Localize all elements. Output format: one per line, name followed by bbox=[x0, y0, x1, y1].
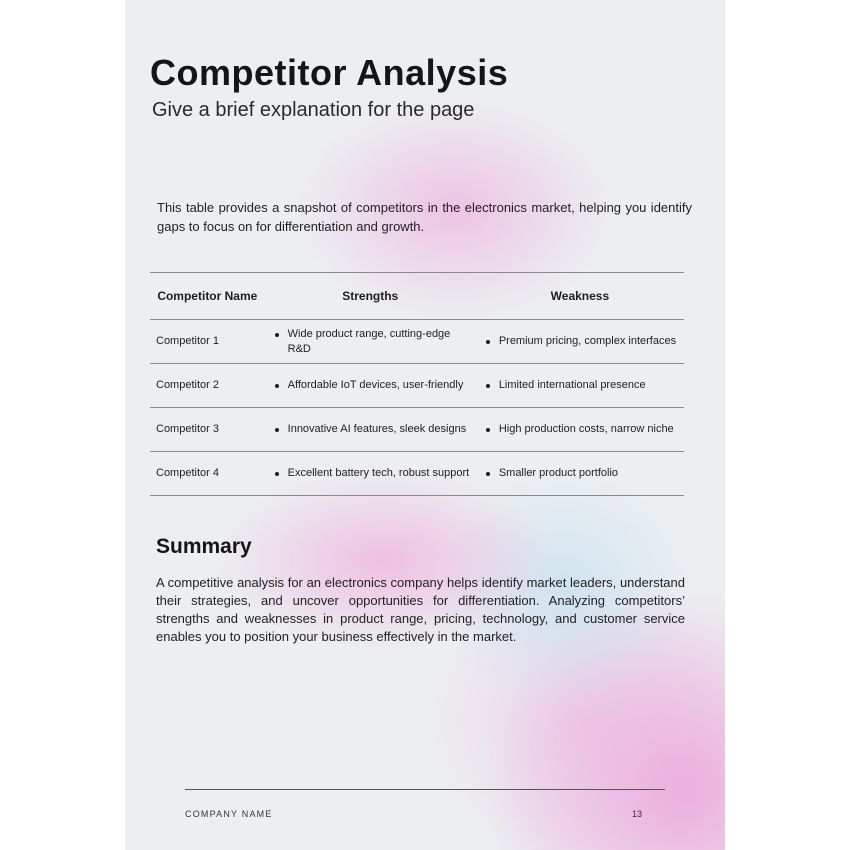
strength-text: Affordable IoT devices, user-friendly bbox=[287, 379, 464, 391]
document-page bbox=[125, 0, 725, 850]
header-strengths: Strengths bbox=[265, 273, 476, 320]
intro-paragraph: This table provides a snapshot of competitors in the electronics market, helping you identify gaps to focus on for differentiation and growth. bbox=[157, 200, 692, 234]
bullet-icon bbox=[486, 472, 490, 476]
footer-page-number: 13 bbox=[632, 809, 643, 819]
header-weakness: Weakness bbox=[476, 273, 684, 320]
weakness-text: High production costs, narrow niche bbox=[498, 423, 674, 435]
strength-cell bbox=[265, 364, 476, 408]
summary-paragraph: A competitive analysis for an electronics company helps identify market leaders, understand their strategies, and uncover opportunities for differentiation. Analyzing competitors’ strengths and weaknesses in product range, pricing, technology, and customer service enables you to position your business effectively in the market. bbox=[156, 575, 685, 644]
table-row bbox=[150, 452, 684, 496]
header-competitor-name: Competitor Name bbox=[150, 273, 265, 320]
strength-cell bbox=[265, 408, 476, 452]
bullet-icon bbox=[275, 384, 279, 388]
table-row bbox=[150, 320, 684, 364]
strength-cell bbox=[265, 320, 476, 364]
table-row bbox=[150, 408, 684, 452]
bullet-icon bbox=[486, 428, 490, 432]
strength-cell bbox=[265, 452, 476, 496]
competitor-name: Competitor 4 bbox=[150, 452, 265, 496]
weakness-cell bbox=[476, 364, 684, 408]
competitor-name: Competitor 2 bbox=[150, 364, 265, 408]
footer-divider bbox=[185, 789, 665, 790]
bullet-icon bbox=[275, 472, 279, 476]
weakness-cell bbox=[476, 408, 684, 452]
weakness-cell bbox=[476, 320, 684, 364]
strength-text: Wide product range, cutting-edge R&D bbox=[287, 327, 451, 355]
bullet-icon bbox=[275, 333, 279, 337]
weakness-text: Premium pricing, complex interfaces bbox=[498, 335, 677, 347]
competitor-table bbox=[150, 272, 684, 496]
weakness-cell bbox=[476, 452, 684, 496]
table-header-row bbox=[150, 273, 684, 320]
page-subtitle: Give a brief explanation for the page bbox=[152, 99, 475, 121]
competitor-name: Competitor 1 bbox=[150, 320, 265, 364]
page-title: Competitor Analysis bbox=[150, 52, 509, 93]
summary-heading: Summary bbox=[156, 535, 252, 558]
strength-text: Innovative AI features, sleek designs bbox=[287, 423, 467, 435]
bullet-icon bbox=[486, 340, 490, 344]
table-row bbox=[150, 364, 684, 408]
weakness-text: Smaller product portfolio bbox=[498, 467, 619, 479]
strength-text: Excellent battery tech, robust support bbox=[287, 467, 470, 479]
bullet-icon bbox=[275, 428, 279, 432]
footer-company-name: COMPANY NAME bbox=[185, 809, 273, 819]
weakness-text: Limited international presence bbox=[498, 379, 646, 391]
bullet-icon bbox=[486, 384, 490, 388]
competitor-name: Competitor 3 bbox=[150, 408, 265, 452]
